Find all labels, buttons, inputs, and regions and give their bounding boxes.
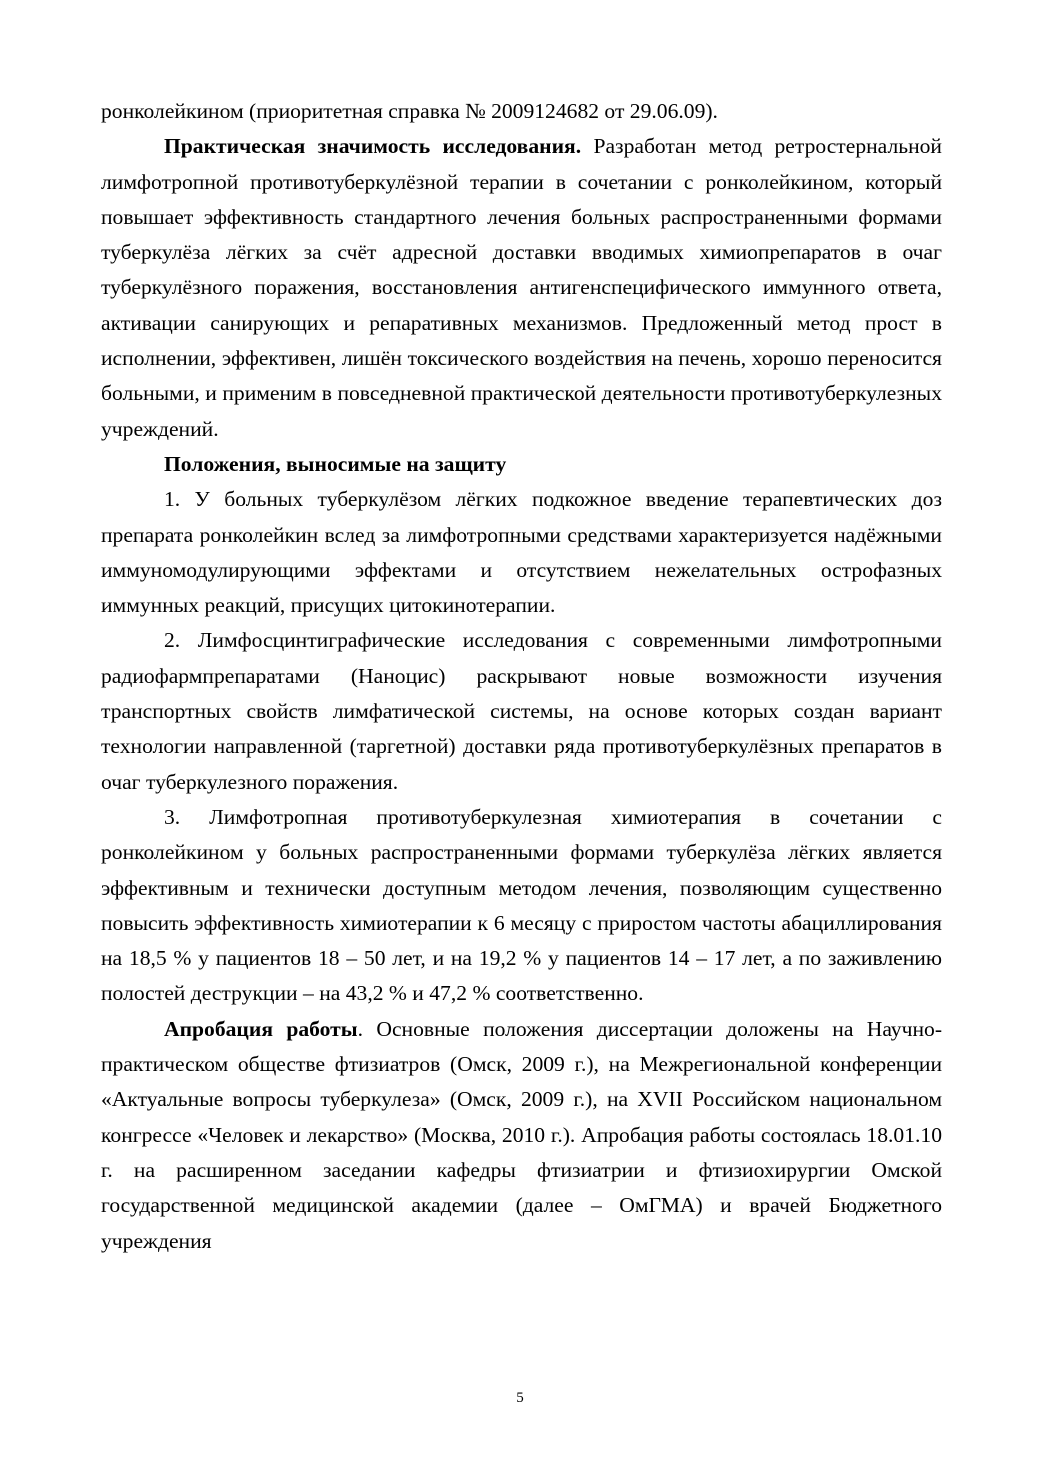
practical-significance-text: Разработан метод ретростернальной лимфотропной противотуберкулёзной терапии в сочетании с ронколейкином, который повышает эффективность стандартного лечения больных распространенными формами туберкулёза лёгких за счёт адресной доставки вводимых химиопрепаратов в очаг туберкулёзного поражения, восстановления антигенспецифического иммунного ответа, активации санирующих и репаративных механизмов. Предложенный метод прост в исполнении, эффективен, лишён токсического воздействия на печень, хорошо переносится больными, и применим в повседневной практической деятельности противотуберкулезных учреждений. [101, 134, 942, 441]
paragraph-practical-significance [101, 129, 942, 447]
paragraph-continuation [101, 94, 942, 129]
paragraph-approbation [101, 1012, 942, 1259]
approbation-text: . Основные положения диссертации доложены на Научно-практическом обществе фтизиатров (Омск, 2009 г.), на Межрегиональной конференции «Актуальные вопросы туберкулеза» (Омск, 2009 г.), на XVII Российском национальном конгрессе «Человек и лекарство» (Москва, 2010 г.). Апробация работы состоялась 18.01.10 г. на расширенном заседании кафедры фтизиатрии и фтизиохирургии Омской государственной медицинской академии (далее – ОмГМА) и врачей Бюджетного учреждения [101, 1016, 943, 1253]
page-number: 5 [516, 1390, 524, 1406]
defense-point-1 [101, 482, 942, 623]
paragraph-continuation-text: ронколейкином (приоритетная справка № 2009124682 от 29.06.09). [101, 99, 718, 123]
defense-point-2 [101, 623, 942, 799]
section-heading-defense-points: Положения, выносимые на защиту [164, 451, 507, 476]
document-page [101, 94, 942, 1259]
defense-point-3 [101, 800, 942, 1012]
defense-point-3-text: 3. Лимфотропная противотуберкулезная химиотерапия в сочетании с ронколейкином у больных распространенными формами туберкулёза лёгких является эффективным и технически доступным методом лечения, позволяющим существенно повысить эффективность химиотерапии к 6 месяцу с приростом частоты абациллирования на 18,5 % у пациентов 18 – 50 лет, и на 19,2 % у пациентов 14 – 17 лет, а по заживлению полостей деструкции – на 43,2 % и 47,2 % соответственно. [101, 804, 942, 1006]
defense-point-2-text: 2. Лимфосцинтиграфические исследования с современными лимфотропными радиофармпрепаратами (Наноцис) раскрывают новые возможности изучения транспортных свойств лимфатической системы, на основе которых создан вариант технологии направленной (таргетной) доставки ряда противотуберкулёзных препаратов в очаг туберкулезного поражения. [101, 628, 942, 794]
defense-point-1-text: 1. У больных туберкулёзом лёгких подкожное введение терапевтических доз препарата ронколейкин вслед за лимфотропными средствами характеризуется надёжными иммуномодулирующими эффектами и отсутствием нежелательных острофазных иммунных реакций, присущих цитокинотерапии. [101, 487, 942, 618]
practical-significance-title: Практическая значимость исследования. [164, 134, 582, 159]
approbation-title: Апробация работы [164, 1016, 358, 1041]
